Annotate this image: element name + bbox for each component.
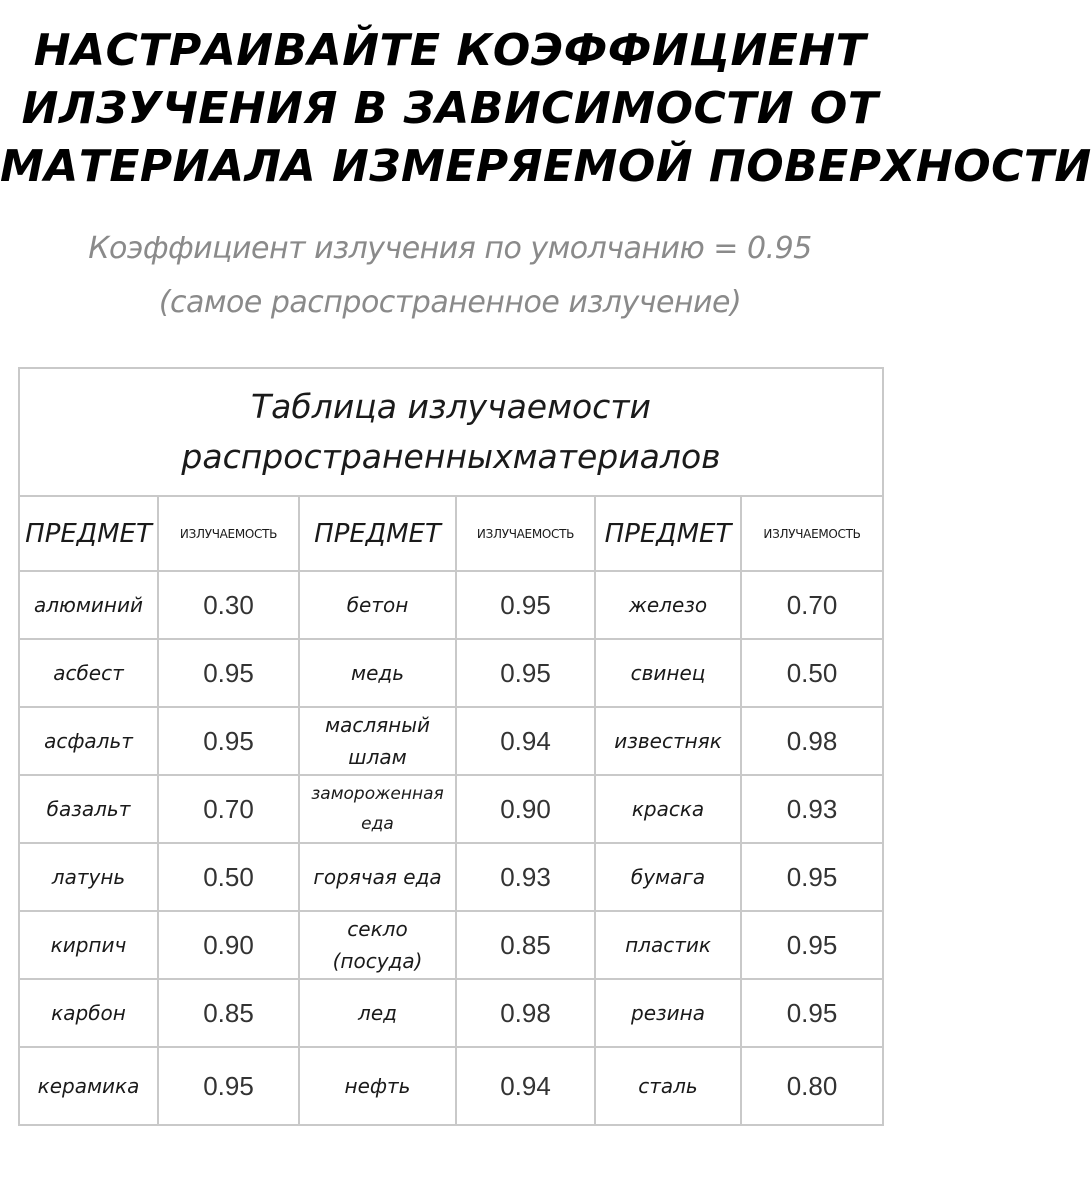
column-header-emissivity: ИЗЛУЧАЕМОСТЬ — [456, 496, 595, 571]
material-name: масляный шлам — [299, 707, 456, 775]
emissivity-value: 0.98 — [456, 979, 595, 1047]
table-title-line-1: Таблица излучаемости — [251, 387, 651, 426]
material-name: пластик — [595, 911, 741, 979]
material-name: нефть — [299, 1047, 456, 1125]
column-header-item: ПРЕДМЕТ — [19, 496, 158, 571]
emissivity-value: 0.90 — [158, 911, 299, 979]
table-row — [19, 979, 883, 1047]
table-row — [19, 571, 883, 639]
emissivity-value: 0.70 — [741, 571, 883, 639]
subtitle-line-1: Коэффициент излучения по умолчанию = 0.95 — [88, 231, 812, 266]
material-name: лед — [299, 979, 456, 1047]
emissivity-value: 0.94 — [456, 1047, 595, 1125]
emissivity-table — [18, 367, 884, 1126]
material-name: секло (посуда) — [299, 911, 456, 979]
emissivity-value: 0.95 — [158, 707, 299, 775]
emissivity-value: 0.50 — [741, 639, 883, 707]
column-header-item: ПРЕДМЕТ — [299, 496, 456, 571]
subtitle — [0, 222, 900, 330]
material-name: краска — [595, 775, 741, 843]
material-name: асфальт — [19, 707, 158, 775]
emissivity-value: 0.50 — [158, 843, 299, 911]
material-name: бумага — [595, 843, 741, 911]
emissivity-value: 0.95 — [741, 979, 883, 1047]
headline — [0, 22, 1092, 196]
emissivity-value: 0.98 — [741, 707, 883, 775]
table-row — [19, 1047, 883, 1125]
emissivity-table-container — [18, 367, 882, 1130]
material-name: латунь — [19, 843, 158, 911]
emissivity-value: 0.85 — [456, 911, 595, 979]
material-name: асбест — [19, 639, 158, 707]
table-title-line-2: распространенныхматериалов — [181, 437, 721, 476]
column-header-item: ПРЕДМЕТ — [595, 496, 741, 571]
material-name: замороженная еда — [299, 775, 456, 843]
table-row — [19, 843, 883, 911]
material-name: железо — [595, 571, 741, 639]
material-name: карбон — [19, 979, 158, 1047]
material-name: алюминий — [19, 571, 158, 639]
table-row — [19, 707, 883, 775]
column-header-emissivity: ИЗЛУЧАЕМОСТЬ — [741, 496, 883, 571]
emissivity-value: 0.80 — [741, 1047, 883, 1125]
emissivity-value: 0.93 — [741, 775, 883, 843]
emissivity-value: 0.95 — [456, 571, 595, 639]
material-name: сталь — [595, 1047, 741, 1125]
emissivity-value: 0.85 — [158, 979, 299, 1047]
emissivity-value: 0.95 — [158, 1047, 299, 1125]
emissivity-value: 0.95 — [741, 911, 883, 979]
material-name: базальт — [19, 775, 158, 843]
material-name: резина — [595, 979, 741, 1047]
material-name: медь — [299, 639, 456, 707]
material-name: известняк — [595, 707, 741, 775]
headline-line-2: ИЛЗУЧЕНИЯ В ЗАВИСИМОСТИ ОТ — [21, 83, 879, 134]
table-title — [19, 368, 883, 496]
headline-line-1: НАСТРАИВАЙТЕ КОЭФФИЦИЕНТ — [33, 25, 867, 76]
emissivity-value: 0.94 — [456, 707, 595, 775]
material-name: свинец — [595, 639, 741, 707]
table-header-row — [19, 496, 883, 571]
material-name: бетон — [299, 571, 456, 639]
emissivity-value: 0.30 — [158, 571, 299, 639]
table-row — [19, 775, 883, 843]
headline-line-3: МАТЕРИАЛА ИЗМЕРЯЕМОЙ ПОВЕРХНОСТИ — [0, 141, 1092, 192]
emissivity-value: 0.95 — [741, 843, 883, 911]
material-name: горячая еда — [299, 843, 456, 911]
emissivity-value: 0.95 — [158, 639, 299, 707]
material-name: керамика — [19, 1047, 158, 1125]
material-name: кирпич — [19, 911, 158, 979]
emissivity-value: 0.95 — [456, 639, 595, 707]
emissivity-value: 0.93 — [456, 843, 595, 911]
column-header-emissivity: ИЗЛУЧАЕМОСТЬ — [158, 496, 299, 571]
table-row — [19, 911, 883, 979]
subtitle-line-2: (самое распространенное излучение) — [158, 285, 742, 320]
emissivity-value: 0.70 — [158, 775, 299, 843]
emissivity-value: 0.90 — [456, 775, 595, 843]
table-row — [19, 639, 883, 707]
